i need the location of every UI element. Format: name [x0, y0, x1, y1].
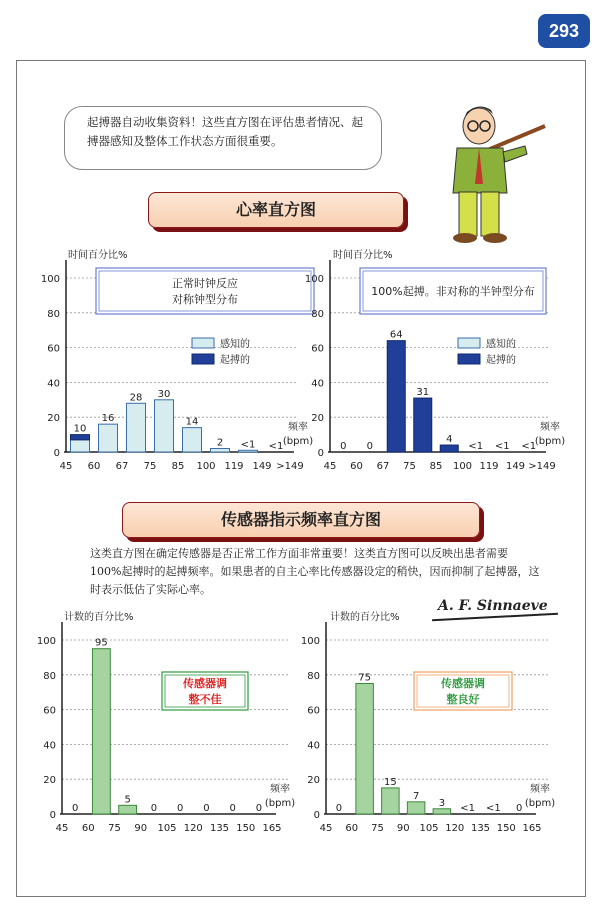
- bar-data-label: 0: [150, 803, 158, 814]
- x-axis-unit: (bpm): [524, 798, 556, 809]
- y-tick-label: 0: [49, 810, 56, 821]
- bar-paced: [387, 341, 405, 452]
- bar-data-label: 30: [157, 388, 171, 400]
- x-axis-label: 频率: [288, 422, 308, 433]
- speech-bubble: 起搏器自动收集资料！这些直方图在评估患者情况、起搏器感知及整体工作状态方面很重要。: [64, 106, 382, 170]
- x-tick-label: 100: [452, 461, 473, 472]
- x-tick-label: 45: [55, 823, 69, 834]
- x-tick-label: 67: [376, 461, 390, 472]
- description-paragraph: 这类直方图在确定传感器是否正常工作方面非常重要！这类直方图可以反映出患者需要 100%起搏时的起搏频率。如果患者的自主心率比传感器设定的稍快，因而抑制了起搏器，这时表示低估了实际心率。: [90, 547, 540, 596]
- legend-label: 感知的: [220, 339, 250, 350]
- y-tick-label: 40: [311, 378, 324, 390]
- x-tick-label: 165: [262, 823, 282, 834]
- y-tick-label: 100: [36, 636, 56, 647]
- bar-data-label: 0: [335, 803, 343, 814]
- y-tick-label: 40: [47, 378, 60, 390]
- x-tick-label: 85: [429, 461, 443, 472]
- bar-data-label: 0: [366, 441, 373, 452]
- bar-paced: [414, 398, 432, 452]
- x-tick-label: 150: [236, 823, 256, 834]
- legend-label: 感知的: [486, 339, 516, 350]
- y-tick-label: 100: [300, 636, 320, 647]
- bar-data-label: 95: [95, 637, 108, 649]
- bar-data-label: <1: [460, 803, 475, 814]
- x-tick-label: >149: [528, 461, 556, 472]
- bar-data-label: 14: [185, 416, 199, 428]
- x-tick-label: 135: [209, 823, 230, 834]
- x-tick-label: 120: [445, 823, 465, 834]
- x-tick-label: 75: [403, 461, 416, 472]
- bar-sensed: [238, 450, 257, 452]
- bar-data-label: 0: [176, 803, 184, 814]
- x-tick-label: 149: [252, 461, 272, 472]
- bar-sensor: [119, 805, 137, 814]
- bar-data-label: <1: [521, 441, 537, 452]
- x-tick-label: 60: [350, 461, 363, 472]
- bar-sensor: [356, 684, 374, 815]
- x-tick-label: 105: [419, 823, 439, 834]
- y-tick-label: 60: [307, 705, 320, 717]
- bar-data-label: <1: [486, 803, 501, 814]
- x-tick-label: 149: [505, 461, 526, 472]
- bar-data-label: <1: [468, 441, 484, 452]
- bar-data-label: <1: [268, 441, 284, 452]
- x-tick-label: 60: [81, 823, 95, 834]
- bar-data-label: <1: [240, 439, 256, 451]
- signature: A. F. Sinnaeve: [438, 598, 548, 614]
- y-tick-label: 60: [43, 705, 56, 717]
- bar-sensed: [154, 400, 173, 452]
- y-tick-label: 20: [307, 775, 320, 787]
- bar-data-label: 0: [229, 803, 236, 814]
- bar-data-label: 15: [384, 776, 397, 788]
- bar-sensor: [433, 809, 451, 814]
- x-tick-label: >149: [276, 461, 304, 472]
- bar-data-label: 31: [416, 387, 430, 399]
- x-tick-label: 60: [345, 823, 359, 834]
- annotation-text: 100%起搏。非对称的半钟型分布: [371, 285, 535, 298]
- x-tick-label: 85: [171, 461, 185, 472]
- y-tick-label: 20: [311, 413, 324, 425]
- x-tick-label: 45: [319, 823, 333, 834]
- bar-data-label: 0: [340, 441, 347, 452]
- annotation-text: 正常时钟反应: [172, 277, 238, 290]
- x-axis-label: 频率: [540, 422, 560, 433]
- x-tick-label: 165: [522, 823, 542, 834]
- bar-data-label: 7: [412, 790, 420, 802]
- bar-sensed: [210, 449, 229, 452]
- x-axis-label: 频率: [530, 784, 550, 795]
- x-tick-label: 100: [196, 461, 216, 472]
- annotation-text: 传感器调: [183, 677, 227, 690]
- x-tick-label: 105: [157, 823, 177, 834]
- bar-data-label: 0: [515, 803, 523, 814]
- x-tick-label: 75: [108, 823, 121, 834]
- annotation-text: 传感器调: [441, 677, 485, 690]
- bar-data-label: 3: [438, 797, 446, 809]
- section2-title: 传感器指示频率直方图: [122, 502, 480, 538]
- bar-sensed: [70, 440, 89, 452]
- y-tick-label: 80: [307, 670, 320, 682]
- x-tick-label: 75: [371, 823, 384, 834]
- bar-sensed: [126, 403, 145, 452]
- bar-data-label: <1: [494, 441, 510, 452]
- annotation-text: 整良好: [446, 693, 480, 706]
- bar-sensed: [98, 424, 117, 452]
- x-tick-label: 120: [183, 823, 203, 834]
- annotation-box-outer: [96, 268, 314, 314]
- x-tick-label: 60: [87, 461, 101, 472]
- y-tick-label: 60: [47, 343, 60, 355]
- legend-swatch-sensed: [458, 338, 480, 348]
- bar-data-label: 5: [124, 794, 131, 806]
- bar-data-label: 28: [129, 392, 143, 404]
- x-axis-unit: (bpm): [264, 798, 296, 809]
- bar-sensor: [382, 788, 400, 814]
- x-tick-label: 119: [479, 461, 499, 472]
- bar-data-label: 0: [255, 803, 263, 814]
- x-tick-label: 45: [323, 461, 337, 472]
- bar-sensed: [182, 428, 201, 452]
- legend-swatch-paced: [458, 354, 480, 364]
- x-tick-label: 67: [115, 461, 129, 472]
- x-axis-unit: (bpm): [282, 436, 314, 447]
- page-number: 293: [538, 14, 590, 48]
- y-axis-label: 时间百分比%: [68, 250, 128, 261]
- y-tick-label: 60: [311, 343, 324, 355]
- bar-data-label: 16: [101, 413, 115, 425]
- section1-title: 心率直方图: [148, 192, 404, 228]
- x-axis-label: 频率: [270, 784, 290, 795]
- legend-swatch-sensed: [192, 338, 214, 348]
- y-tick-label: 100: [304, 274, 324, 285]
- bar-data-label: 2: [216, 437, 224, 449]
- y-tick-label: 100: [40, 274, 60, 285]
- bar-sensor: [407, 802, 425, 814]
- legend-label: 起搏的: [220, 355, 250, 366]
- y-axis-label: 计数的百分比%: [64, 612, 134, 623]
- annotation-text: 整不佳: [188, 693, 222, 706]
- bar-paced: [440, 445, 458, 452]
- y-axis-label: 时间百分比%: [333, 250, 393, 261]
- y-tick-label: 40: [43, 740, 56, 752]
- y-tick-label: 0: [53, 448, 60, 459]
- bar-data-label: 75: [358, 672, 371, 684]
- bar-data-label: 4: [446, 434, 453, 446]
- y-axis-label: 计数的百分比%: [330, 612, 400, 623]
- y-tick-label: 0: [313, 810, 320, 821]
- bar-data-label: 64: [389, 329, 403, 341]
- bar-data-label: 0: [203, 803, 210, 814]
- x-tick-label: 90: [396, 823, 410, 834]
- y-tick-label: 80: [43, 670, 56, 682]
- legend-label: 起搏的: [486, 355, 516, 366]
- x-tick-label: 150: [496, 823, 516, 834]
- y-tick-label: 20: [43, 775, 56, 787]
- y-tick-label: 80: [47, 308, 60, 320]
- annotation-text: 对称钟型分布: [172, 293, 238, 306]
- bar-sensor: [92, 649, 110, 814]
- y-tick-label: 0: [317, 448, 324, 459]
- y-tick-label: 20: [47, 413, 60, 425]
- y-tick-label: 40: [307, 740, 320, 752]
- legend-swatch-paced: [192, 354, 214, 364]
- x-tick-label: 45: [59, 461, 73, 472]
- bar-paced: [70, 435, 89, 440]
- x-axis-unit: (bpm): [534, 436, 566, 447]
- x-tick-label: 119: [224, 461, 244, 472]
- x-tick-label: 75: [143, 461, 157, 472]
- y-tick-label: 80: [311, 308, 324, 320]
- x-tick-label: 135: [470, 823, 491, 834]
- bar-data-label: 0: [71, 803, 79, 814]
- bar-data-label: 10: [73, 423, 87, 435]
- x-tick-label: 90: [134, 823, 148, 834]
